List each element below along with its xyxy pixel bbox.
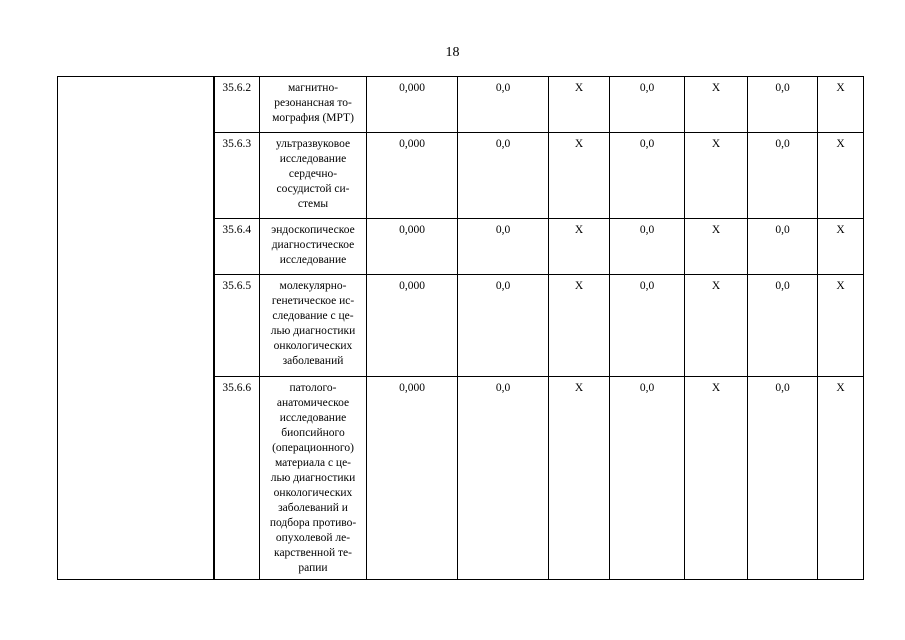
row-name-line: стемы <box>297 198 329 210</box>
row-name <box>260 219 367 275</box>
row-name-line: биопсийного <box>281 427 345 439</box>
row-code: 35.6.3 <box>214 133 260 219</box>
row-name-line: лью диагностики <box>270 325 356 337</box>
data-table <box>57 76 864 580</box>
row-value: 0,000 <box>367 133 458 219</box>
row-name-line: исследование <box>279 254 347 266</box>
row-name-line: мография (МРТ) <box>272 112 354 124</box>
row-value: Х <box>818 377 864 580</box>
row-value: 0,0 <box>458 377 549 580</box>
row-name-line: заболеваний <box>282 355 344 367</box>
row-code: 35.6.6 <box>214 377 260 580</box>
row-name-line: генетическое ис- <box>271 295 355 307</box>
row-value: Х <box>685 219 748 275</box>
row-name-line: молекулярно- <box>279 280 347 292</box>
row-value: Х <box>818 77 864 133</box>
row-name-line: магнитно- <box>287 82 339 94</box>
row-value: 0,0 <box>748 133 818 219</box>
row-name-line: эндоскопическое <box>271 224 355 236</box>
row-value: Х <box>549 77 610 133</box>
row-name <box>260 275 367 377</box>
row-value: 0,0 <box>458 219 549 275</box>
merged-empty-cell <box>58 77 214 580</box>
row-value: 0,0 <box>748 377 818 580</box>
row-value: 0,0 <box>748 77 818 133</box>
row-name-line: патолого- <box>289 382 337 394</box>
row-name-line: сердечно- <box>288 168 338 180</box>
row-value: 0,000 <box>367 77 458 133</box>
row-value: 0,0 <box>748 275 818 377</box>
row-code: 35.6.4 <box>214 219 260 275</box>
row-value: Х <box>685 275 748 377</box>
row-value: 0,000 <box>367 377 458 580</box>
row-name-line: диагностическое <box>271 239 355 251</box>
row-value: Х <box>685 133 748 219</box>
row-name-line: заболеваний и <box>278 502 348 514</box>
row-code: 35.6.2 <box>214 77 260 133</box>
row-value: 0,0 <box>458 77 549 133</box>
row-name-line: рапии <box>298 562 328 574</box>
row-name-line: исследование <box>279 412 347 424</box>
row-value: Х <box>549 275 610 377</box>
row-name-line: ультразвуковое <box>275 138 351 150</box>
row-name-line: карственной те- <box>274 547 352 559</box>
row-name-line: онкологических <box>273 487 353 499</box>
row-value: Х <box>818 275 864 377</box>
row-value: Х <box>685 377 748 580</box>
row-value: Х <box>549 133 610 219</box>
row-name-line: онкологических <box>273 340 353 352</box>
table-row <box>58 77 864 133</box>
row-value: 0,0 <box>610 275 685 377</box>
row-value: 0,0 <box>458 275 549 377</box>
row-name-line: сосудистой си- <box>276 183 350 195</box>
row-value: 0,0 <box>610 377 685 580</box>
row-value: 0,000 <box>367 219 458 275</box>
row-value: Х <box>549 219 610 275</box>
row-value: 0,000 <box>367 275 458 377</box>
row-name-line: анатомическое <box>276 397 350 409</box>
row-code: 35.6.5 <box>214 275 260 377</box>
row-name-line: лью диагностики <box>270 472 356 484</box>
row-name-line: материала с це- <box>274 457 352 469</box>
row-name <box>260 377 367 580</box>
page-number: 18 <box>445 45 460 60</box>
row-value: Х <box>549 377 610 580</box>
row-value: Х <box>818 219 864 275</box>
row-value: Х <box>685 77 748 133</box>
row-name-line: следование с це- <box>272 310 354 322</box>
row-value: 0,0 <box>610 219 685 275</box>
row-value: Х <box>818 133 864 219</box>
row-value: 0,0 <box>748 219 818 275</box>
row-name-line: (операционного) <box>272 442 354 454</box>
row-value: 0,0 <box>610 133 685 219</box>
row-name-line: опухолевой ле- <box>275 532 351 544</box>
row-name-line: подбора противо- <box>269 517 357 529</box>
row-name-line: резонансная то- <box>274 97 352 109</box>
row-name <box>260 133 367 219</box>
row-name <box>260 77 367 133</box>
row-value: 0,0 <box>458 133 549 219</box>
row-value: 0,0 <box>610 77 685 133</box>
row-name-line: исследование <box>279 153 347 165</box>
